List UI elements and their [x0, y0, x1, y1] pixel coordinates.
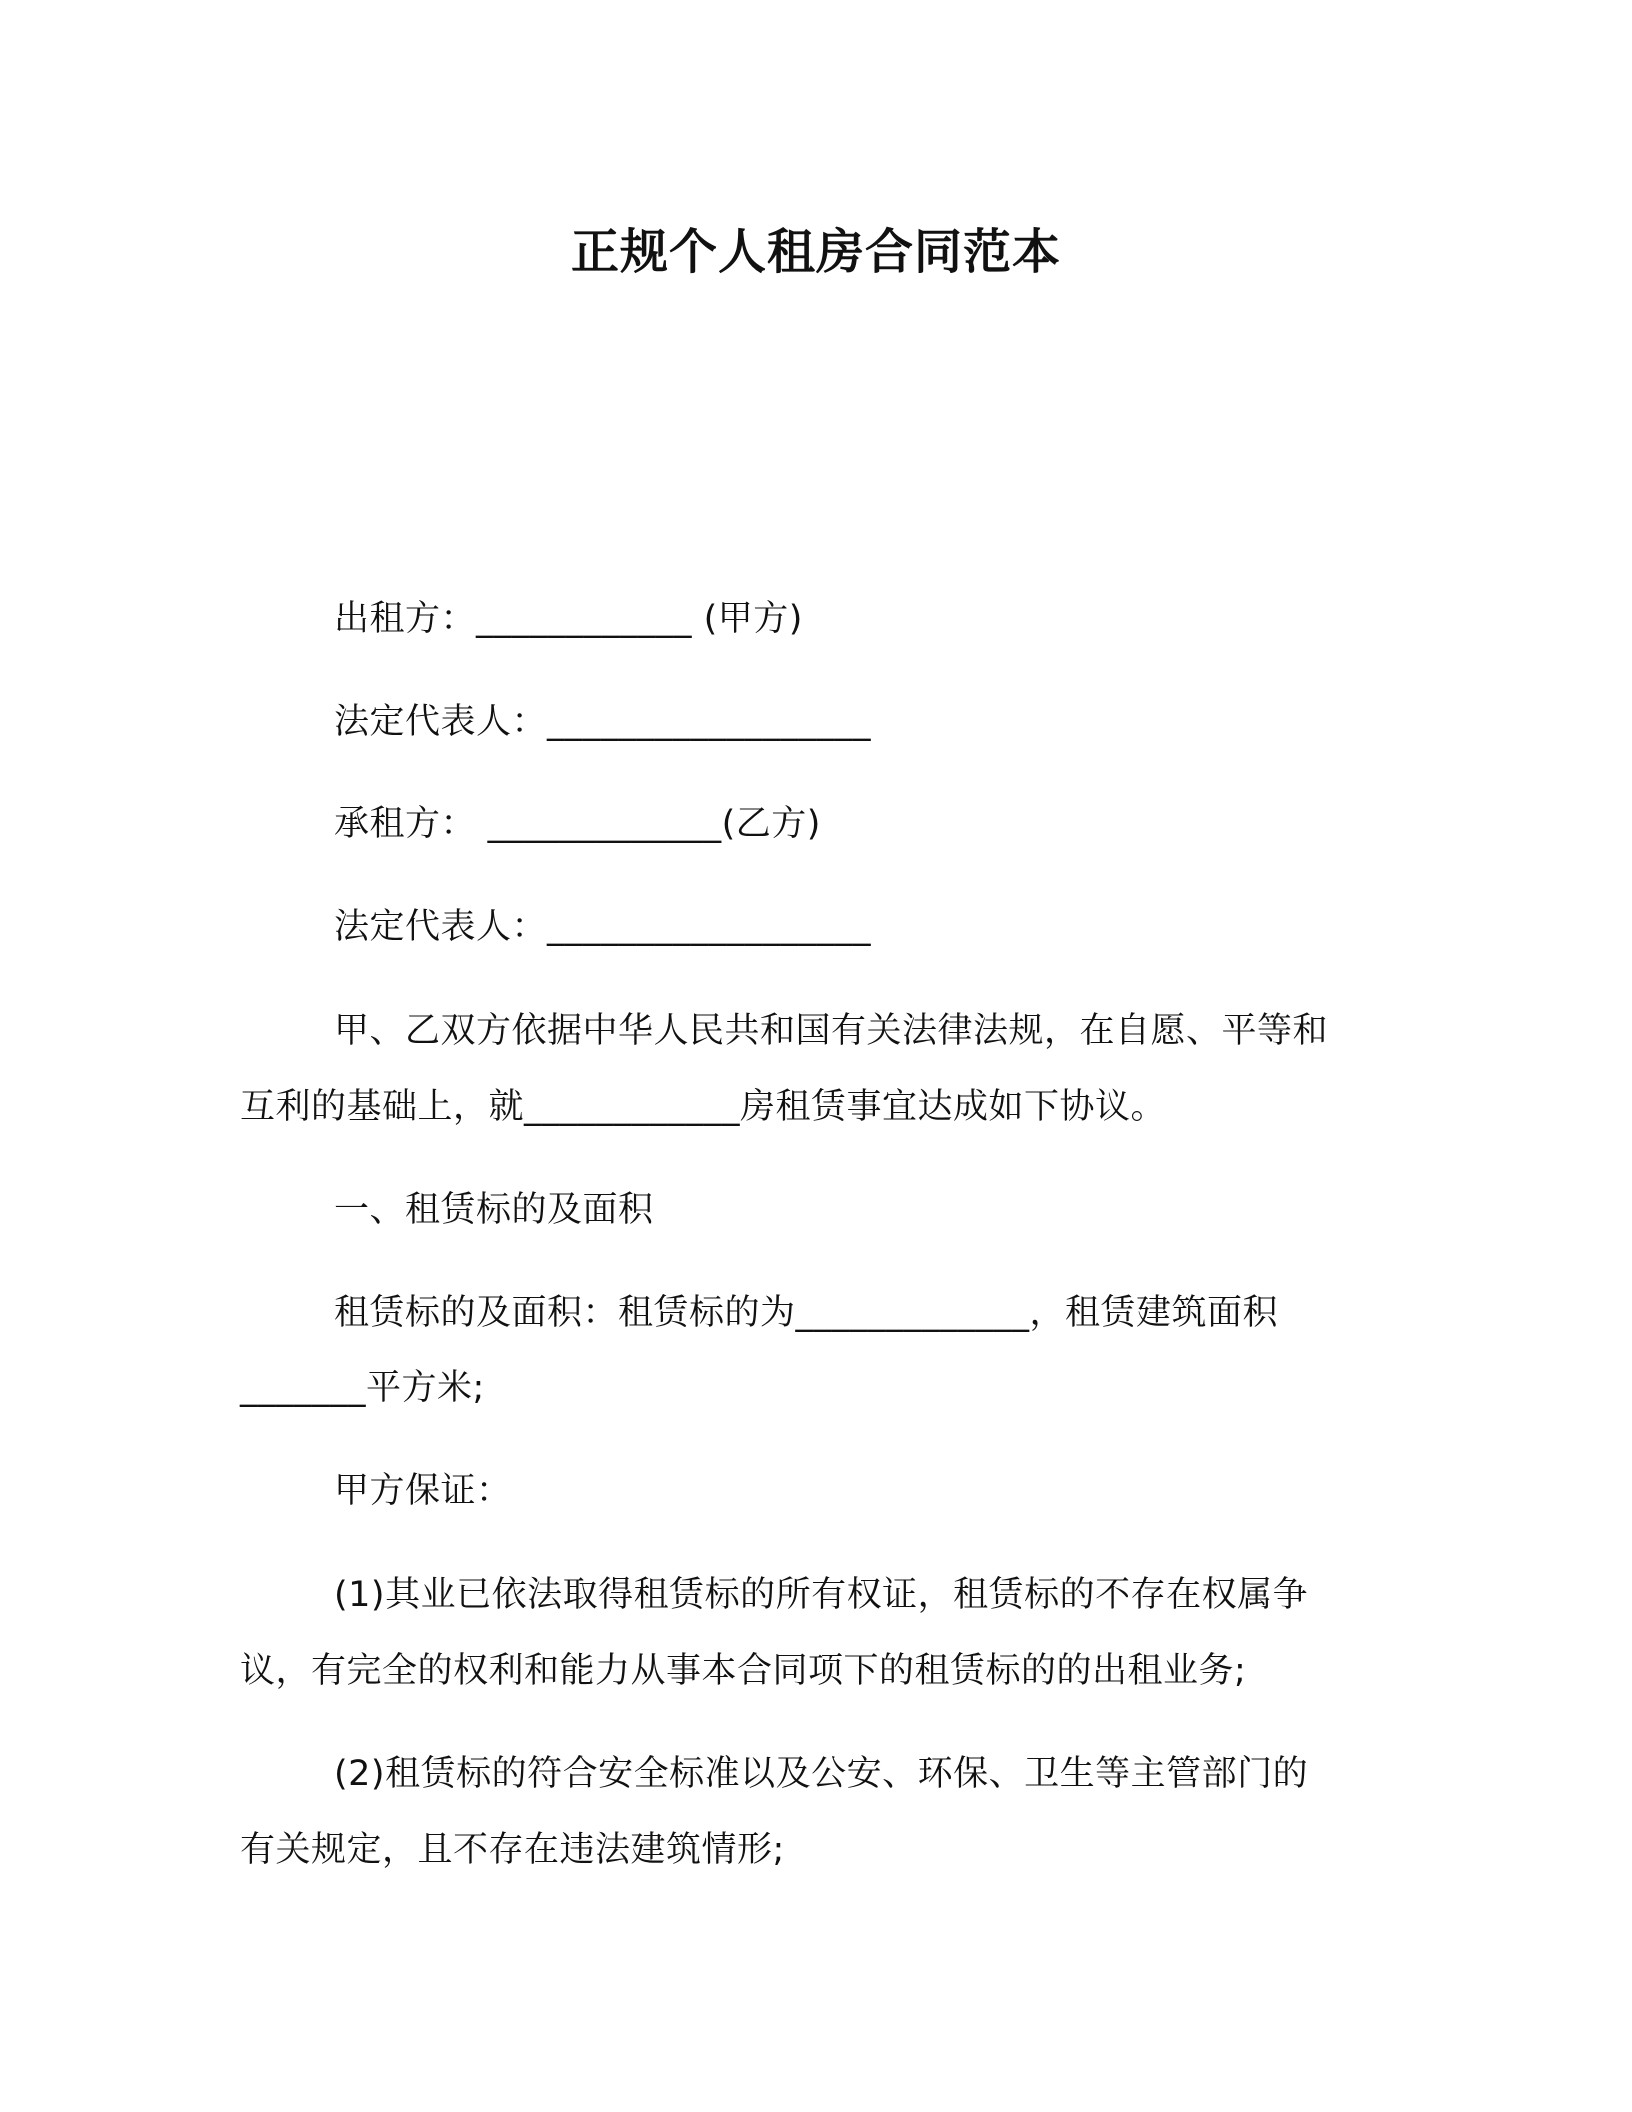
guarantee-1-line-1: (1)其业已依法取得租赁标的所有权证，租赁标的不存在权属争 — [334, 1575, 1309, 1615]
lessee-line: 承租方： _____________(乙方) — [334, 804, 821, 844]
document-title: 正规个人租房合同范本 — [570, 224, 1061, 280]
preamble-line-1: 甲、乙双方依据中华人民共和国有关法律法规，在自愿、平等和 — [334, 1011, 1329, 1051]
lease-object-line-1: 租赁标的及面积：租赁标的为_____________，租赁建筑面积 — [334, 1293, 1279, 1333]
preamble-line-2: 互利的基础上，就____________房租赁事宜达成如下协议。 — [240, 1087, 1167, 1127]
section-heading-1: 一、租赁标的及面积 — [334, 1190, 654, 1230]
lessor-line: 出租方：____________ (甲方) — [334, 599, 803, 639]
guarantee-1-line-2: 议，有完全的权利和能力从事本合同项下的租赁标的的出租业务; — [240, 1651, 1247, 1691]
lessor-representative-line: 法定代表人：__________________ — [334, 702, 872, 742]
lessor-guarantee-heading: 甲方保证： — [334, 1471, 512, 1511]
guarantee-2-line-1: (2)租赁标的符合安全标准以及公安、环保、卫生等主管部门的 — [334, 1754, 1309, 1794]
lessee-representative-line: 法定代表人：__________________ — [334, 907, 872, 947]
guarantee-2-line-2: 有关规定，且不存在违法建筑情形; — [240, 1830, 785, 1870]
lease-object-line-2: _______平方米; — [240, 1368, 485, 1408]
